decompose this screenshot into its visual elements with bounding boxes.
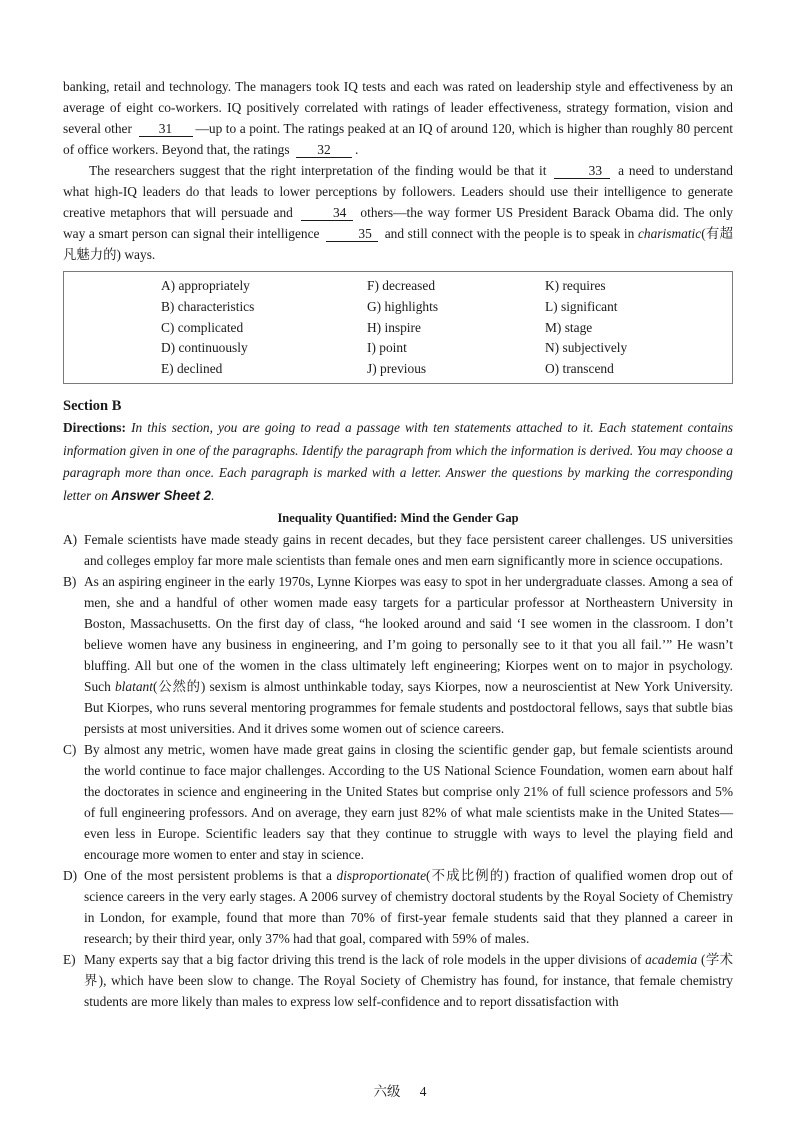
- paragraph-letter: A): [63, 532, 78, 547]
- word-option-f: F) decreased: [367, 278, 436, 293]
- word-option-c: C) complicated: [161, 319, 244, 335]
- word-option-n: N) subjectively: [545, 340, 628, 356]
- section-b-directions: Directions: In this section, you are going to read a passage with ten statements attached to it. Each statement contains information given in one of the paragraphs. Identify the paragraph from which the information is derived. You may choose a paragraph more than once. Each paragraph is marked with a letter. Answer the questions by marking the corresponding letter on Answer Sheet 2.: [63, 420, 733, 503]
- word-option-d: D) continuously: [161, 340, 248, 356]
- word-option-m: M) stage: [545, 319, 593, 335]
- page-number: 4: [419, 1084, 427, 1099]
- blank-34: 34: [301, 206, 353, 221]
- word-bank-column-3: [545, 276, 627, 380]
- directions-text: In this section, you are going to read a passage with ten statements attached to it. Each statement contains information given in one of the paragraphs. Identify the paragraph from which the information is derived. You may choose a paragraph more than once. Each paragraph is marked with a letter. Answer the questions by marking the corresponding letter on: [63, 420, 733, 503]
- word-bank: [63, 271, 733, 384]
- paragraph-letter: C): [63, 742, 77, 757]
- word-bank-column-2: [367, 276, 438, 380]
- word-option-e: E) declined: [161, 361, 223, 377]
- directions-label: Directions:: [63, 420, 126, 435]
- word-option-b: B) characteristics: [161, 298, 255, 314]
- word-option-a: A) appropriately: [161, 278, 250, 293]
- passage-paragraph-b: B) As an aspiring engineer in the early 1970s, Lynne Kiorpes was easy to spot in her undergraduate classes. Among a sea of men, she and a handful of other women made easy targets for a particular professor at Northeastern University in Boston, Massachusetts. On the first day of class, “he looked around and said ‘I see women in the classroom. I don’t believe women have any business in engineering, and I’m going to personally see to it that you all fail.’” He wasn’t bluffing. All but one of the women in the class ultimately left engineering; Kiorpes went on to major in psychology. Such blatant(公然的) sexism is almost unthinkable today, says Kiorpes, now a neuroscientist at New York University. But Kiorpes, who runs several mentoring programmes for female students and postdoctoral fellows, says that subtle bias persists at most universities. And it drives some women out of science careers.: [63, 571, 733, 739]
- section-a-paragraph-1: banking, retail and technology. The managers took IQ tests and each was rated on leadership style and effectiveness by an average of eight co-workers. IQ positively correlated with ratings of leader effectiveness, strategy formation, vision and several other 31 —up to a point. The ratings peaked at an IQ of around 120, which is higher than roughly 80 percent of office workers. Beyond that, the ratings 32 .: [63, 79, 733, 157]
- page-footer: [0, 1081, 800, 1100]
- answer-sheet-reference: Answer Sheet 2: [111, 487, 212, 503]
- passage-title: Inequality Quantified: Mind the Gender Gap: [277, 511, 519, 525]
- paragraph-letter: D): [63, 868, 78, 883]
- word-option-o: O) transcend: [545, 361, 614, 377]
- section-b-title: Section B: [63, 398, 122, 414]
- section-a-paragraph-2: The researchers suggest that the right interpretation of the finding would be that it 33 a need to understand what high-IQ leaders do that leads to lower perceptions by followers. Leaders should use their intelligence to generate creative metaphors that will persuade and 34 others—the way former US President Barack Obama did. The only way a smart person can signal their intelligence 35 and still connect with the people is to speak in charismatic(有超凡魅力的) ways.: [63, 163, 733, 262]
- word-bank-column-1: [161, 276, 254, 380]
- paragraph-letter: E): [63, 952, 76, 967]
- word-option-k: K) requires: [545, 278, 606, 293]
- word-option-g: G) highlights: [367, 298, 439, 314]
- word-option-i: I) point: [367, 340, 407, 356]
- word-option-j: J) previous: [367, 361, 427, 377]
- blank-31: 31: [139, 122, 193, 137]
- paragraph-letter: B): [63, 574, 77, 589]
- blank-33: 33: [554, 164, 610, 179]
- exam-page: [63, 76, 733, 1012]
- passage-paragraph-a: A) Female scientists have made steady gains in recent decades, but they face persistent career challenges. US universities and colleges employ far more male scientists than female ones and men earn significantly more in science occupations.: [63, 529, 733, 571]
- word-option-h: H) inspire: [367, 319, 421, 335]
- blank-35: 35: [326, 227, 378, 242]
- passage-paragraph-e: E) Many experts say that a big factor driving this trend is the lack of role models in the upper divisions of academia (学术界), which have been slow to change. The Royal Society of Chemistry has found, for instance, that female chemistry students are more likely than males to express low self-confidence and to report dissatisfaction with: [63, 949, 733, 1012]
- exam-level: 六级: [373, 1084, 401, 1099]
- blank-32: 32: [296, 143, 352, 158]
- word-option-l: L) significant: [545, 298, 618, 314]
- passage-paragraph-d: D) One of the most persistent problems is that a disproportionate(不成比例的) fraction of qualified women drop out of science careers in the very early stages. A 2006 survey of chemistry doctoral students by the Royal Society of Chemistry in London, for example, found that more than 70% of first-year female students said that they planned a career in research; by their third year, only 37% had that goal, compared with 59% of males.: [63, 865, 733, 949]
- passage-paragraph-c: C) By almost any metric, women have made great gains in closing the scientific gender gap, but female scientists around the world continue to face major challenges. According to the US National Science Foundation, women earn about half the doctorates in science and engineering in the United States but comprise only 21% of full science professors and 5% of full engineering professors. And on average, they earn just 82% of what male scientists make in the United States—even less in Europe. Scientific leaders say that they continue to struggle with ways to level the playing field and encourage more women to enter and stay in science.: [63, 739, 733, 865]
